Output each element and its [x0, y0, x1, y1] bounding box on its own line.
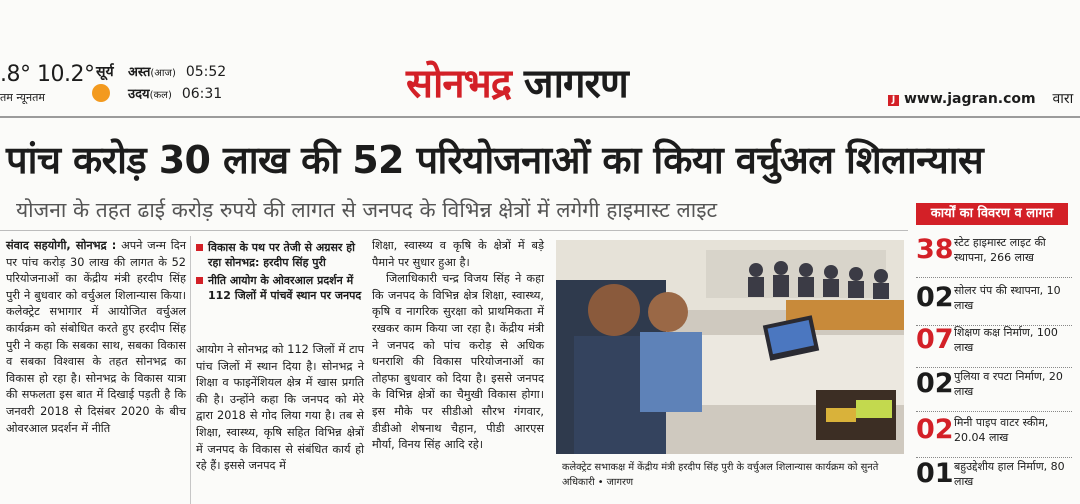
cost-item-count: 38 — [916, 234, 954, 265]
cost-item — [916, 322, 1076, 362]
website-row — [888, 89, 1073, 108]
sunset-time: 05:52 — [185, 64, 227, 80]
newspaper-brand — [406, 60, 628, 108]
website-link[interactable]: www.jagran.com — [904, 91, 1036, 107]
cost-item-count: 01 — [916, 458, 954, 489]
cost-item-text: बहुउद्देशीय हाल निर्माण, 80 लाख — [954, 460, 1065, 488]
column-divider — [190, 236, 191, 504]
highlights-box — [196, 240, 364, 306]
column-2-text: आयोग ने सोनभद्र को 112 जिलों में टाप पांच जिलों में स्थान दिया है। सोनभद्र ने शिक्षा व फाइनेंशियल क्षेत्र में खास प्रगति की है। उन्होंने कहा कि जनपद को मेरे द्वारा 2018 से गोद लिया गया है। तब से शिक्षा, स्वास्थ्य, कृषि सहित विभिन्न क्षेत्रों में जनपद के विकास से संबंधित कार्य हो रहे हैं। इससे जनपद में — [196, 343, 364, 473]
edge-text: वारा — [1052, 91, 1074, 107]
jagran-logo-icon: J — [888, 95, 899, 106]
cost-item — [916, 366, 1076, 406]
article-column-2 — [196, 342, 364, 475]
column-1-text: अपने जन्म दिन पर पांच करोड़ 30 लाख की लागत के 52 परियोजनाओं का केंद्रीय मंत्री हरदीप सिंह पुरी ने बुधवार को वर्चुअल शिलान्यास किया। कलेक्ट्रेट सभागार में आयोजित वर्चुअल कार्यक्रम को संबोधित करते हुए हरदीप सिंह पुरी ने कहा कि सबका साथ, सबका विकास व सबका विश्वास के तहत सोनभद्र का विकास हो रहा है। सोनभद्र के विकास यात्रा की सफलता इस बात में दिखाई पड़ती है कि जनवरी 2018 से दिसंबर 2020 के बीच ओवरआल प्रदर्शन में नीति — [6, 239, 186, 435]
weather-temperatures: .8° 10.2° — [0, 62, 95, 87]
cost-item-text: मिनी पाइप वाटर स्कीम, 20.04 लाख — [954, 416, 1049, 444]
sunrise-time: 06:31 — [181, 86, 223, 102]
cost-item-text: पुलिया व रपटा निर्माण, 20 लाख — [954, 370, 1063, 398]
cost-item-text: स्टेट हाइमास्ट लाइट की स्थापना, 266 लाख — [954, 236, 1046, 264]
byline: संवाद सहयोगी, सोनभद्र : — [6, 239, 117, 252]
sidebar-title: कार्यों का विवरण व लागत — [916, 203, 1068, 225]
brand-city: सोनभद्र — [406, 61, 511, 107]
sunset-row — [128, 62, 226, 80]
cost-item-text: शिक्षण कक्ष निर्माण, 100 लाख — [954, 326, 1058, 354]
weather-labels: तम न्यूनतम — [0, 91, 45, 104]
cost-item-count: 02 — [916, 414, 954, 445]
cost-item-count: 02 — [916, 368, 954, 399]
sunrise-sub: (कल) — [149, 90, 172, 101]
headline: पांच करोड़ 30 लाख की 52 परियोजनाओं का किया वर्चुअल शिलान्यास — [6, 138, 984, 182]
sunrise-label: उदय — [128, 87, 150, 102]
column-3-para-1: शिक्षा, स्वास्थ्य व कृषि के क्षेत्रों में बड़े पैमाने पर सुधार हुआ है। — [372, 239, 544, 269]
sun-icon — [92, 84, 110, 102]
subheadline: योजना के तहत ढाई करोड़ रुपये की लागत से जनपद के विभिन्न क्षेत्रों में लगेगी हाइमास्ट लाइट — [16, 198, 718, 222]
cost-item-count: 02 — [916, 282, 954, 313]
item-divider — [916, 277, 1072, 278]
news-photo — [556, 240, 904, 454]
sunrise-row — [128, 84, 222, 102]
cost-item-text: सोलर पंप की स्थापना, 10 लाख — [954, 284, 1061, 312]
sunset-sub: (आज) — [150, 68, 176, 79]
cost-item-count: 07 — [916, 324, 954, 355]
highlight-1: विकास के पथ पर तेजी से अग्रसर हो रहा सोनभद्र: हरदीप सिंह पुरी — [196, 240, 364, 270]
cost-item — [916, 280, 1076, 320]
cost-item — [916, 412, 1076, 452]
highlight-2: नीति आयोग के ओवरआल प्रदर्शन में 112 जिलों में पांचवें स्थान पर जनपद — [196, 273, 364, 303]
sunset-label: अस्त — [128, 65, 151, 80]
cost-item — [916, 232, 1076, 272]
photo-caption: कलेक्ट्रेट सभाकक्ष में केंद्रीय मंत्री हरदीप सिंह पुरी के वर्चुअल शिलान्यास कार्यक्रम को सुनते अधिकारी • जागरण — [562, 462, 879, 488]
masthead-divider — [0, 116, 1080, 118]
article-column-1 — [6, 238, 186, 437]
cost-item — [916, 456, 1076, 496]
brand-jagran: जागरण — [523, 61, 628, 107]
article-column-3 — [372, 238, 544, 454]
sun-label: सूर्य — [96, 64, 114, 80]
column-3-para-2: जिलाधिकारी चन्द्र विजय सिंह ने कहा कि जनपद के विभिन्न क्षेत्र शिक्षा, स्वास्थ्य, कृषि व नागरिक सुरक्षा को प्राथमिकता में रखकर काम किया जा रहा है। केंद्रीय मंत्री ने जनपद को पांच करोड़ से अधिक धनराशि की विकास परियोजनाओं का तोहफा बुधवार को दिया है। इससे जनपद के विभिन्न क्षेत्रों का चैमुखी विकास होगा। इस मौके पर सीडीओ सौरभ गंगवार, डीडीओ शेषनाथ चैहान, पीडी आरएस मौर्या, विनय सिंह आदि रहे। — [372, 272, 544, 452]
